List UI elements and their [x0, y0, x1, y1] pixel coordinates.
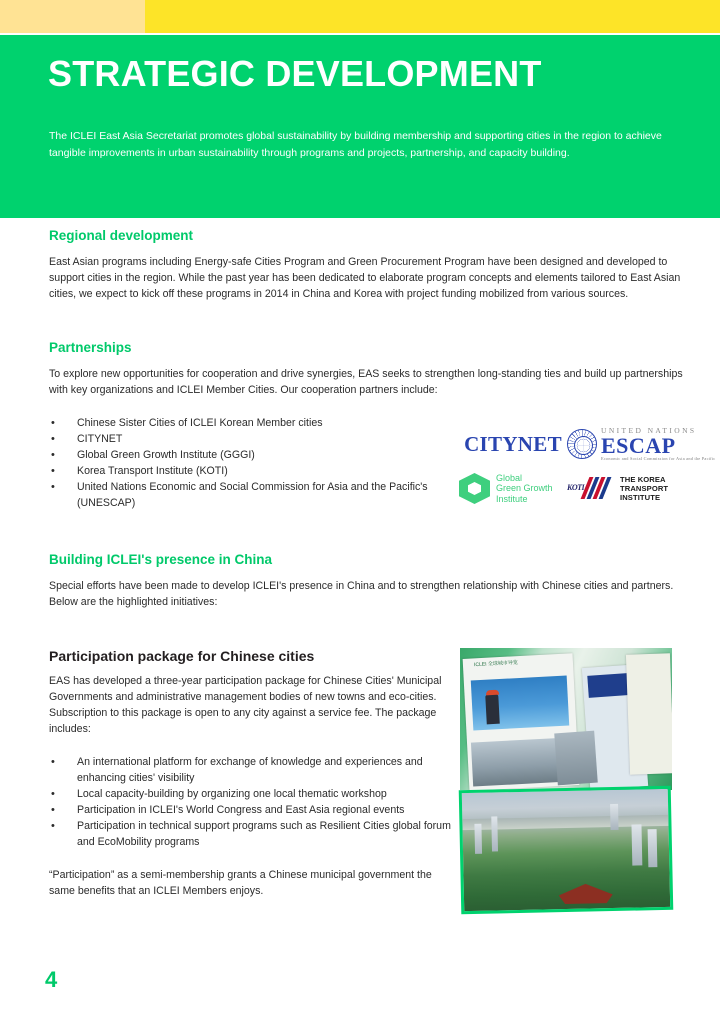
top-bar-yellow — [145, 0, 720, 33]
city-tower — [475, 823, 483, 854]
top-bar-light-yellow — [0, 0, 145, 33]
escap-united-nations-label: UNITED NATIONS — [601, 426, 697, 436]
top-color-bar — [0, 0, 720, 33]
list-item: • CITYNET — [49, 432, 459, 448]
participation-package-row — [49, 648, 699, 909]
city-tower — [491, 816, 498, 852]
gggi-line-1: Global — [496, 472, 523, 483]
list-item: • United Nations Economic and Social Commission for Asia and the Pacific's (UNESCAP) — [49, 480, 459, 512]
photo-column — [460, 648, 699, 909]
list-item: • Participation in ICLEI's World Congress and East Asia regional events — [49, 803, 452, 819]
hero-banner — [0, 35, 720, 218]
section-heading-building-presence-china: Building ICLEI's presence in China — [49, 551, 272, 567]
regional-development-paragraph: East Asian programs including Energy-safe Cities Program and Green Procurement Program have been designed and developed to support cities in the region. While the past year has been dedicated to elaborate program concepts and elements tailored to East Asian cities, we expect to kick off these programs in 2014 in China and Korea with project funding mobilized from various sources. — [49, 256, 681, 301]
koti-logo — [567, 475, 707, 503]
photo-iclei-brochures — [460, 648, 672, 790]
photo-city-aerial — [459, 786, 674, 914]
china-presence-paragraph: Special efforts have been made to develop ICLEI's presence in China and to strengthen relationship with Chinese cities and partners. Below are the highlighted initiatives: — [49, 579, 674, 608]
brochure-caption: ICLEI 全球城市导览 — [473, 659, 519, 669]
city-tower — [631, 825, 642, 865]
list-item: • Participation in technical support programs such as Resilient Cities global forum and EcoMobility programs — [49, 819, 452, 851]
participation-closing-paragraph: “Participation” as a semi-membership grants a Chinese municipal government the same benefits that an ICLEI Members enjoys. — [49, 868, 432, 897]
city-tower — [610, 804, 619, 830]
list-item: • Chinese Sister Cities of ICLEI Korean Member cities — [49, 416, 459, 432]
main-content — [49, 228, 716, 909]
list-item: • Local capacity-building by organizing one local thematic workshop — [49, 787, 452, 803]
list-item: • An international platform for exchange of knowledge and experiences and enhancing cities' visibility — [49, 755, 452, 787]
escap-wordmark: ESCAP — [601, 432, 676, 458]
citynet-logo: CITYNET — [464, 431, 562, 456]
gggi-line-3: Institute — [496, 493, 528, 504]
section-heading-participation-package: Participation package for Chinese cities — [49, 648, 315, 664]
escap-tagline: Economic and Social Commission for Asia and the Pacific — [601, 456, 716, 462]
un-emblem-icon — [567, 429, 597, 459]
list-item: • Korea Transport Institute (KOTI) — [49, 464, 459, 480]
section-heading-partnerships: Partnerships — [49, 340, 132, 356]
partnerships-row — [49, 416, 716, 511]
partner-logos — [459, 416, 716, 511]
page-number: 4 — [45, 967, 58, 992]
koti-line-1: THE KOREA — [620, 474, 666, 484]
participation-package-paragraph: EAS has developed a three-year participation package for Chinese Cities' Municipal Governments and administrative management bodies of new towns and eco-cities. Subscription to this package is open to any city against a service fee. The package includes: — [49, 675, 442, 736]
koti-abbreviation: KOTI — [567, 483, 585, 493]
unescap-logo — [567, 426, 716, 462]
partnerships-paragraph: To explore new opportunities for cooperation and drive synergies, EAS seeks to strengthen long-standing ties and build up partnerships with key organizations and ICLEI Member Cities. Our cooperation partners include: — [49, 368, 683, 397]
city-temple-roof — [558, 883, 612, 904]
partners-list — [49, 416, 459, 511]
brochure-person — [485, 694, 500, 725]
participation-package-list — [49, 755, 452, 850]
koti-slashes-icon — [567, 477, 615, 499]
city-tower — [648, 829, 658, 867]
brochure-city-photo-2 — [554, 731, 598, 786]
gggi-logo — [459, 473, 567, 505]
brochure-sheet — [626, 653, 672, 774]
page-title: STRATEGIC DEVELOPMENT — [48, 53, 542, 94]
list-item: • Global Green Growth Institute (GGGI) — [49, 448, 459, 464]
brochure-person-hat — [486, 690, 499, 696]
gggi-cube-icon — [459, 473, 490, 504]
koti-line-2: TRANSPORT INSTITUTE — [620, 483, 669, 503]
gggi-line-2: Green Growth — [496, 483, 553, 494]
section-heading-regional-development: Regional development — [49, 228, 194, 243]
hero-subtitle: The ICLEI East Asia Secretariat promotes global sustainability by building membership and supporting cities in the region to achieve tangible improvements in urban sustainability through programs and projects, partnership, and capacity building. — [49, 130, 662, 159]
